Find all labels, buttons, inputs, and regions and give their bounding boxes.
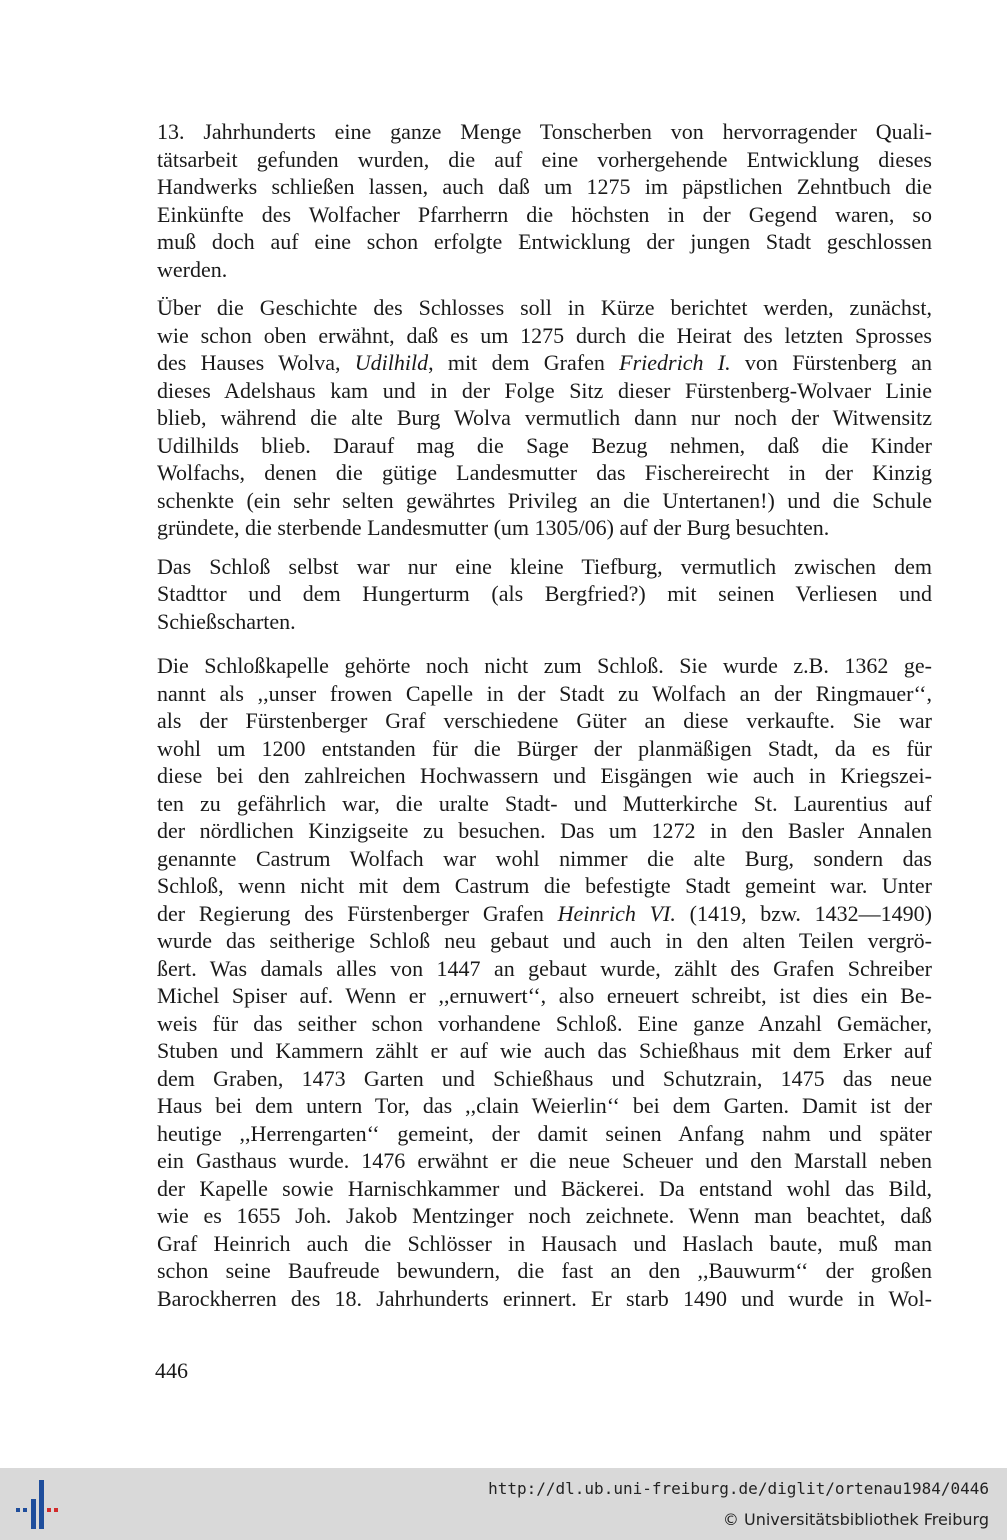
text-line: Stuben und Kammern zählt er auf wie auch das Schießhaus mit dem Erker auf [157,1038,932,1063]
text-line: 13. Jahrhunderts eine ganze Menge Tonscherben von hervorragender Quali- [157,119,932,144]
text-segment: des Hauses Wolva, [157,350,355,375]
text-line: Michel Spiser auf. Wenn er ,,ernuwert‘‘, also erneuert schreibt, ist dies ein Be- [157,983,932,1008]
text-line: Die Schloßkapelle gehörte noch nicht zum Schloß. Sie wurde z.B. 1362 ge- [157,653,932,678]
italic-name: Friedrich I. [619,350,731,375]
text-line: der Kapelle sowie Harnischkammer und Bäckerei. Da entstand wohl das Bild, [157,1175,932,1201]
text-line: Das Schloß selbst war nur eine kleine Tiefburg, vermutlich zwischen dem [157,553,932,579]
text-line: nannt als ,,unser frowen Capelle in der Stadt zu Wolfach an der Ringmauer‘‘, [157,680,932,706]
text-line: Udilhilds blieb. Darauf mag die Sage Bezug nehmen, daß die Kinder [157,432,932,458]
text-line: Barockherren des 18. Jahrhunderts erinnert. Er starb 1490 und wurde in Wol- [157,1285,932,1311]
footer-url-link[interactable]: http://dl.ub.uni-freiburg.de/diglit/ortenau1984/0446 [488,1479,989,1498]
text-line: dieses Adelshaus kam und in der Folge Sitz dieser Fürstenberg-Wolvaer Linie [157,377,932,403]
text-line: Graf Heinrich auch die Schlösser in Hausach und Haslach baute, muß man [157,1230,932,1256]
text-line: blieb, während die alte Burg Wolva vermutlich dann nur noch der Witwensitz [157,405,932,430]
footer-bar [0,1468,1007,1540]
text-segment: von Fürstenberg an [730,350,932,375]
paragraph [157,118,932,283]
text-line: Über die Geschichte des Schlosses soll in Kürze berichtet werden, zunächst, [157,295,932,320]
text-segment: , mit dem Grafen [428,350,620,375]
text-line: ßert. Was damals alles von 1447 an gebaut wurde, zählt des Grafen Schreiber [157,955,932,981]
text-line: Einkünfte des Wolfacher Pfarrherrn die höchsten in der Gegend waren, so [157,201,932,227]
ub-freiburg-logo-icon [12,1480,64,1530]
text-line: Haus bei dem untern Tor, das ,,clain Weierlin‘‘ bei dem Garten. Damit ist der [157,1093,932,1118]
text-line: heutige ,,Herrengarten‘‘ gemeint, der damit seinen Anfang nahm und später [157,1120,932,1146]
text-line: Wolfachs, denen die gütige Landesmutter das Fischereirecht in der Kinzig [157,460,932,485]
text-line: Schloß, wenn nicht mit dem Castrum die befestigte Stadt gemeint war. Unter [157,873,932,898]
text-line: schenkte (ein sehr selten gewährtes Privileg an die Untertanen!) und die Schule [157,487,932,513]
text-line: diese bei den zahlreichen Hochwassern und Eisgängen wie auch in Kriegszei- [157,763,932,788]
paragraph [157,294,932,542]
text-line: tätsarbeit gefunden wurden, die auf eine vorhergehende Entwicklung dieses [157,146,932,172]
text-line: ein Gasthaus wurde. 1476 erwähnt er die neue Scheuer und den Marstall neben [157,1148,932,1173]
paragraph [157,652,932,1312]
text-line: weis für das seither schon vorhandene Schloß. Eine ganze Anzahl Gemächer, [157,1010,932,1036]
text-line: gründete, die sterbende Landesmutter (um 1305/06) auf der Burg besuchten. [157,515,830,540]
text-line: ten zu gefährlich war, die uralte Stadt- und Mutterkirche St. Laurentius auf [157,790,932,816]
paragraph [157,553,932,636]
text-line: werden. [157,256,228,282]
italic-name: Heinrich VI. [557,900,676,926]
text-segment: der Regierung des Fürstenberger Grafen [157,900,558,926]
text-line: wie schon oben erwähnt, daß es um 1275 durch die Heirat des letzten Sprosses [157,322,932,348]
text-line [157,349,932,377]
text-line: wurde das seitherige Schloß neu gebaut und auch in den alten Teilen vergrö- [157,928,932,953]
footer-copyright: © Universitätsbibliothek Freiburg [722,1510,989,1529]
text-line: muß doch auf eine schon erfolgte Entwicklung der jungen Stadt geschlossen [157,229,932,254]
text-line: als der Fürstenberger Graf verschiedene Güter an diese verkaufte. Sie war [157,708,932,733]
text-line: Schießscharten. [157,608,296,634]
italic-name: Udilhild [354,350,429,375]
page-number: 446 [155,1358,188,1383]
text-line: schon seine Baufreude bewundern, die fast an den ,,Bauwurm‘‘ der großen [157,1258,932,1283]
text-line: der nördlichen Kinzigseite zu besuchen. Das um 1272 in den Basler Annalen [157,818,932,843]
text-line: Stadttor und dem Hungerturm (als Bergfried?) mit seinen Verliesen und [157,581,932,606]
text-line: genannte Castrum Wolfach war wohl nimmer die alte Burg, sondern das [157,845,932,871]
text-line [157,900,932,928]
text-line: wie es 1655 Joh. Jakob Mentzinger noch zeichnete. Wenn man beachtet, daß [157,1203,932,1228]
text-segment: (1419, bzw. 1432—1490) [675,900,932,926]
text-line: dem Graben, 1473 Garten und Schießhaus und Schutzrain, 1475 das neue [157,1065,932,1091]
text-line: wohl um 1200 entstanden für die Bürger der planmäßigen Stadt, da es für [157,735,932,761]
text-line: Handwerks schließen lassen, auch daß um 1275 im päpstlichen Zehntbuch die [157,174,932,199]
text-column [157,118,932,1312]
